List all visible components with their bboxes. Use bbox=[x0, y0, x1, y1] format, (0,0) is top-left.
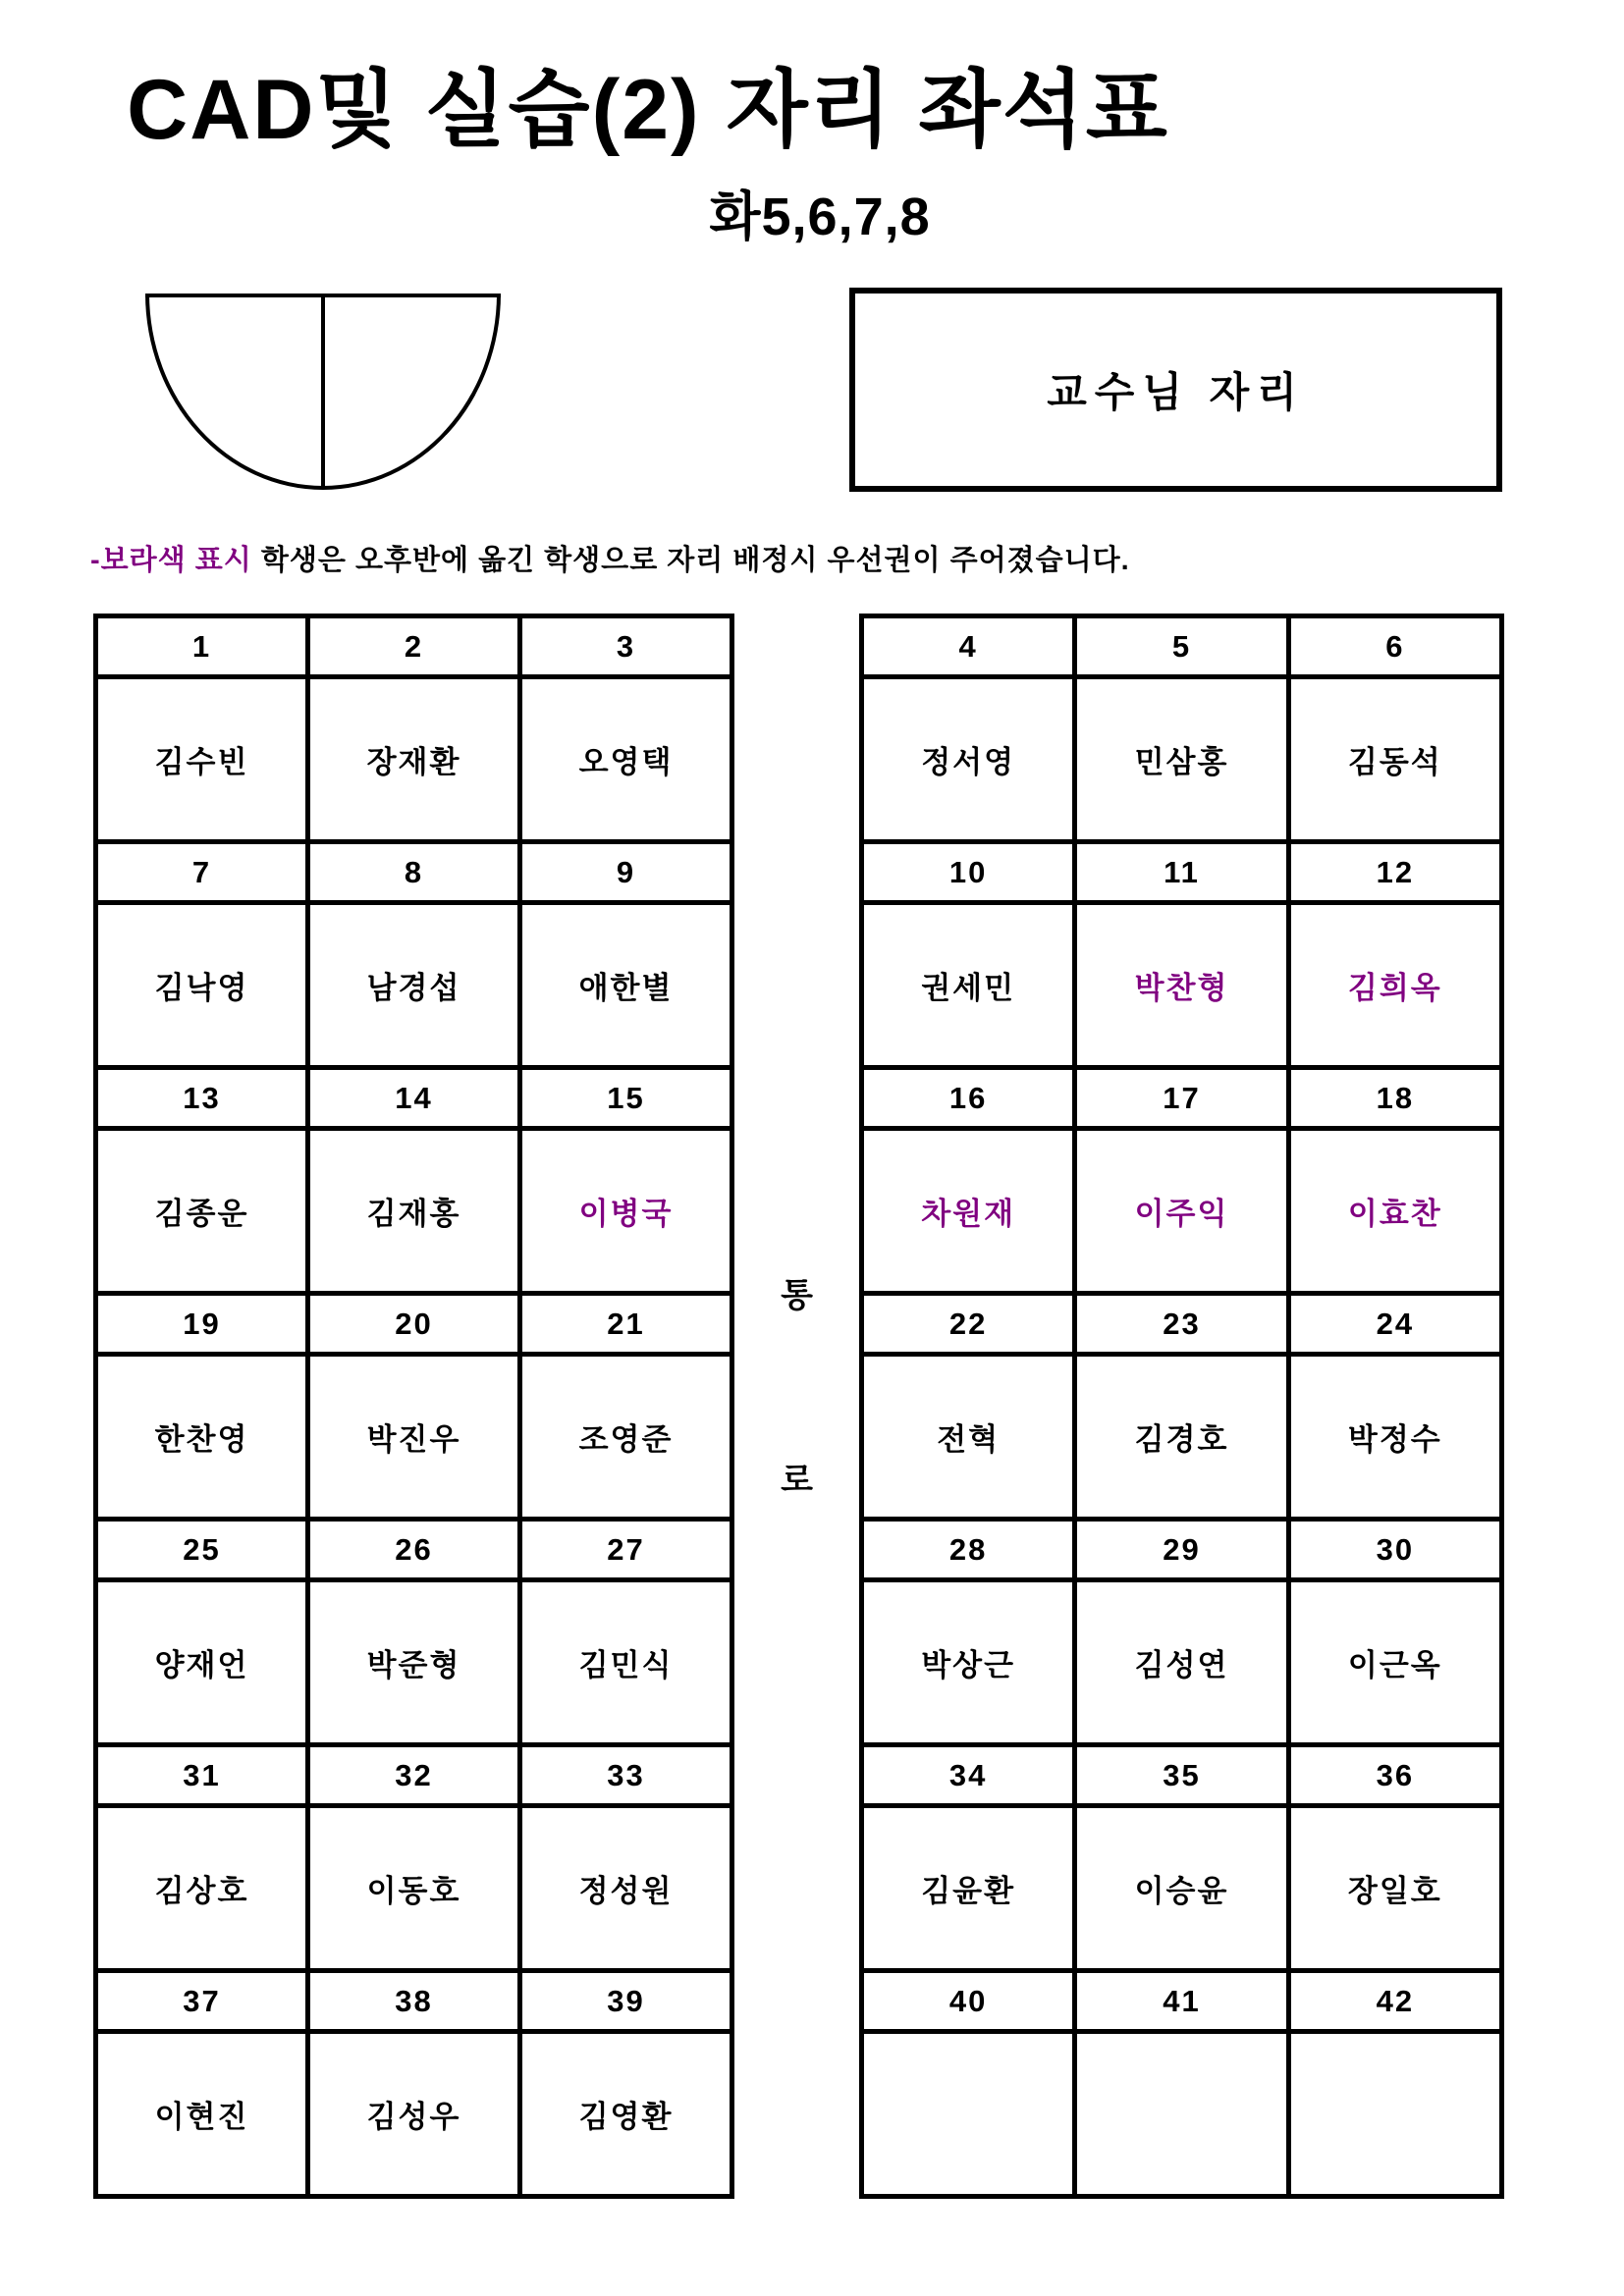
seat-student-cell: 정성원 bbox=[520, 1806, 732, 1971]
professor-seat-label: 교수님 자리 bbox=[1047, 369, 1305, 415]
seat-number-row bbox=[96, 616, 732, 677]
seat-student-cell: 박준형 bbox=[308, 1580, 520, 1745]
seat-name-row bbox=[862, 2032, 1502, 2197]
seat-student-cell: 박진우 bbox=[308, 1355, 520, 1520]
seat-student-cell: 이승윤 bbox=[1075, 1806, 1288, 1971]
seat-number-row bbox=[862, 1068, 1502, 1129]
seat-number-cell: 24 bbox=[1288, 1294, 1501, 1355]
seat-student-cell: 한찬영 bbox=[96, 1355, 308, 1520]
seat-name-row bbox=[862, 1129, 1502, 1294]
seat-student-cell: 김재홍 bbox=[308, 1129, 520, 1294]
note-purple-highlight: -보라색 표시 bbox=[90, 545, 252, 576]
seat-number-row bbox=[96, 1971, 732, 2032]
seat-name-row bbox=[96, 677, 732, 842]
seat-number-cell: 31 bbox=[96, 1745, 308, 1806]
seat-student-cell: 박정수 bbox=[1288, 1355, 1501, 1520]
seat-student-cell: 박찬형 bbox=[1075, 903, 1288, 1068]
seat-number-cell: 13 bbox=[96, 1068, 308, 1129]
seat-number-row bbox=[862, 842, 1502, 903]
seat-number-cell: 23 bbox=[1075, 1294, 1288, 1355]
seat-number-row bbox=[96, 1294, 732, 1355]
seat-number-cell: 4 bbox=[862, 616, 1075, 677]
seat-number-cell: 32 bbox=[308, 1745, 520, 1806]
seat-name-row bbox=[96, 1580, 732, 1745]
seat-name-row bbox=[96, 2032, 732, 2197]
seat-number-cell: 16 bbox=[862, 1068, 1075, 1129]
seat-number-row bbox=[862, 1971, 1502, 2032]
page-title: CAD및 실습(2) 자리 좌석표 bbox=[127, 63, 1169, 157]
seat-number-cell: 34 bbox=[862, 1745, 1075, 1806]
seat-number-cell: 35 bbox=[1075, 1745, 1288, 1806]
seat-name-row bbox=[96, 903, 732, 1068]
seat-student-cell: 애한별 bbox=[520, 903, 732, 1068]
seat-number-cell: 6 bbox=[1288, 616, 1501, 677]
seat-student-cell: 이주익 bbox=[1075, 1129, 1288, 1294]
seat-student-cell: 오영택 bbox=[520, 677, 732, 842]
seat-number-cell: 39 bbox=[520, 1971, 732, 2032]
seat-number-row bbox=[96, 1745, 732, 1806]
seat-student-cell: 김상호 bbox=[96, 1806, 308, 1971]
seat-name-row bbox=[862, 677, 1502, 842]
seat-number-cell: 25 bbox=[96, 1520, 308, 1580]
seat-name-row bbox=[96, 1355, 732, 1520]
seat-student-cell: 양재언 bbox=[96, 1580, 308, 1745]
seat-name-row bbox=[862, 903, 1502, 1068]
seat-number-cell: 1 bbox=[96, 616, 308, 677]
seat-student-cell: 이병국 bbox=[520, 1129, 732, 1294]
aisle-label-top: 통 bbox=[781, 1277, 813, 1314]
seat-number-cell: 30 bbox=[1288, 1520, 1501, 1580]
seat-student-cell: 김윤환 bbox=[862, 1806, 1075, 1971]
seat-student-cell: 정서영 bbox=[862, 677, 1075, 842]
seat-number-cell: 21 bbox=[520, 1294, 732, 1355]
seat-number-cell: 29 bbox=[1075, 1520, 1288, 1580]
podium-semicircle bbox=[145, 294, 501, 490]
note-body: 학생은 오후반에 옮긴 학생으로 자리 배정시 우선권이 주어졌습니다. bbox=[251, 545, 1130, 576]
seat-number-cell: 10 bbox=[862, 842, 1075, 903]
seat-number-cell: 2 bbox=[308, 616, 520, 677]
professor-seat-box bbox=[849, 288, 1502, 492]
seat-number-cell: 8 bbox=[308, 842, 520, 903]
seat-student-cell: 이효찬 bbox=[1288, 1129, 1501, 1294]
seat-number-row bbox=[862, 1745, 1502, 1806]
seat-number-cell: 17 bbox=[1075, 1068, 1288, 1129]
seat-student-cell bbox=[1075, 2032, 1288, 2197]
seat-number-cell: 27 bbox=[520, 1520, 732, 1580]
seat-student-cell bbox=[1288, 2032, 1501, 2197]
seat-student-cell: 김성연 bbox=[1075, 1580, 1288, 1745]
page-subtitle: 화5,6,7,8 bbox=[709, 187, 931, 246]
seat-number-row bbox=[96, 1068, 732, 1129]
seat-name-row bbox=[862, 1355, 1502, 1520]
legend-note bbox=[90, 538, 1130, 578]
seat-student-cell: 김희옥 bbox=[1288, 903, 1501, 1068]
seat-student-cell: 김종운 bbox=[96, 1129, 308, 1294]
seat-number-cell: 22 bbox=[862, 1294, 1075, 1355]
seat-student-cell: 김동석 bbox=[1288, 677, 1501, 842]
seat-number-cell: 42 bbox=[1288, 1971, 1501, 2032]
seat-name-row bbox=[862, 1580, 1502, 1745]
seat-student-cell: 이근옥 bbox=[1288, 1580, 1501, 1745]
seat-student-cell: 이현진 bbox=[96, 2032, 308, 2197]
seat-number-cell: 9 bbox=[520, 842, 732, 903]
seat-number-row bbox=[862, 1520, 1502, 1580]
seat-number-row bbox=[862, 1294, 1502, 1355]
seat-student-cell: 권세민 bbox=[862, 903, 1075, 1068]
seat-number-cell: 37 bbox=[96, 1971, 308, 2032]
seat-number-cell: 38 bbox=[308, 1971, 520, 2032]
seat-student-cell: 김수빈 bbox=[96, 677, 308, 842]
seat-number-row bbox=[96, 842, 732, 903]
seat-name-row bbox=[96, 1806, 732, 1971]
seat-number-cell: 15 bbox=[520, 1068, 732, 1129]
seat-number-row bbox=[96, 1520, 732, 1580]
seat-number-cell: 26 bbox=[308, 1520, 520, 1580]
seat-name-row bbox=[96, 1129, 732, 1294]
seat-number-cell: 33 bbox=[520, 1745, 732, 1806]
seat-student-cell: 김낙영 bbox=[96, 903, 308, 1068]
seat-number-cell: 19 bbox=[96, 1294, 308, 1355]
seat-number-cell: 14 bbox=[308, 1068, 520, 1129]
seat-student-cell: 이동호 bbox=[308, 1806, 520, 1971]
seat-number-cell: 5 bbox=[1075, 616, 1288, 677]
seat-student-cell: 민삼홍 bbox=[1075, 677, 1288, 842]
seat-student-cell: 전혁 bbox=[862, 1355, 1075, 1520]
seat-number-row bbox=[862, 616, 1502, 677]
seat-student-cell bbox=[862, 2032, 1075, 2197]
seat-student-cell: 장일호 bbox=[1288, 1806, 1501, 1971]
seat-student-cell: 장재환 bbox=[308, 677, 520, 842]
seat-student-cell: 박상근 bbox=[862, 1580, 1075, 1745]
seat-number-cell: 41 bbox=[1075, 1971, 1288, 2032]
seat-block-left-body bbox=[96, 616, 732, 2197]
seat-student-cell: 남경섭 bbox=[308, 903, 520, 1068]
seat-number-cell: 36 bbox=[1288, 1745, 1501, 1806]
seat-number-cell: 11 bbox=[1075, 842, 1288, 903]
podium-divider-line bbox=[321, 297, 325, 486]
seat-block-right bbox=[859, 614, 1504, 2199]
seat-student-cell: 김성우 bbox=[308, 2032, 520, 2197]
seat-block-left bbox=[93, 614, 734, 2199]
seat-student-cell: 김민식 bbox=[520, 1580, 732, 1745]
seat-number-cell: 40 bbox=[862, 1971, 1075, 2032]
seat-number-cell: 7 bbox=[96, 842, 308, 903]
seat-number-cell: 3 bbox=[520, 616, 732, 677]
seat-student-cell: 김영환 bbox=[520, 2032, 732, 2197]
seat-number-cell: 18 bbox=[1288, 1068, 1501, 1129]
seat-number-cell: 28 bbox=[862, 1520, 1075, 1580]
aisle-label-bottom: 로 bbox=[781, 1462, 813, 1499]
seat-block-right-body bbox=[862, 616, 1502, 2197]
seat-student-cell: 조영준 bbox=[520, 1355, 732, 1520]
seat-student-cell: 김경호 bbox=[1075, 1355, 1288, 1520]
seat-student-cell: 차원재 bbox=[862, 1129, 1075, 1294]
seat-name-row bbox=[862, 1806, 1502, 1971]
seat-number-cell: 12 bbox=[1288, 842, 1501, 903]
seat-number-cell: 20 bbox=[308, 1294, 520, 1355]
